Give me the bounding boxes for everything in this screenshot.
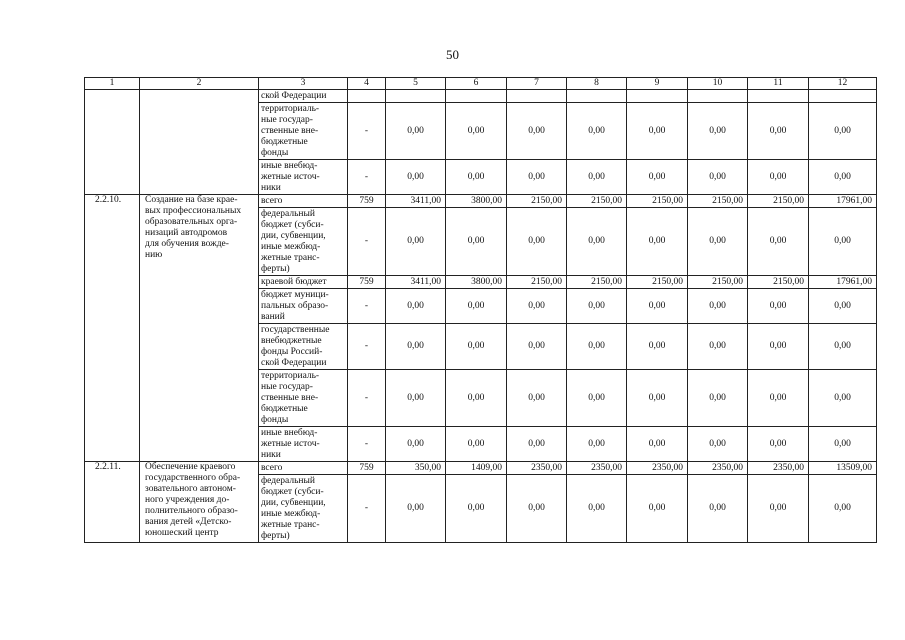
value-cell <box>688 90 748 103</box>
code-cell: 759 <box>348 195 386 208</box>
code-cell: - <box>348 427 386 462</box>
column-header: 7 <box>507 78 567 90</box>
code-cell: - <box>348 475 386 543</box>
code-cell: - <box>348 289 386 324</box>
item-number-cell: 2.2.10. <box>85 195 140 462</box>
value-cell: 2350,00 <box>748 462 809 475</box>
funding-source-cell: всего <box>259 462 348 475</box>
value-cell: 0,00 <box>446 160 507 195</box>
value-cell: 0,00 <box>567 103 627 160</box>
value-cell: 0,00 <box>809 103 877 160</box>
value-cell: 0,00 <box>627 160 688 195</box>
value-cell: 2150,00 <box>748 195 809 208</box>
code-cell: - <box>348 103 386 160</box>
value-cell: 0,00 <box>386 208 446 276</box>
value-cell: 2350,00 <box>627 462 688 475</box>
value-cell: 0,00 <box>507 289 567 324</box>
page-number: 50 <box>446 47 459 62</box>
value-cell: 0,00 <box>446 324 507 370</box>
column-header: 1 <box>85 78 140 90</box>
value-cell: 0,00 <box>567 160 627 195</box>
value-cell: 0,00 <box>446 370 507 427</box>
value-cell: 13509,00 <box>809 462 877 475</box>
value-cell: 2150,00 <box>567 276 627 289</box>
value-cell: 2150,00 <box>507 276 567 289</box>
value-cell: 0,00 <box>507 427 567 462</box>
value-cell: 0,00 <box>446 427 507 462</box>
funding-source-cell: иные внебюд- жетные источ- ники <box>259 427 348 462</box>
value-cell: 0,00 <box>688 208 748 276</box>
funding-source-cell: иные внебюд- жетные источ- ники <box>259 160 348 195</box>
column-header: 11 <box>748 78 809 90</box>
value-cell: 0,00 <box>507 475 567 543</box>
item-name-cell: Обеспечение краевого государственного обра- зовательного автоном- ного учреждения до- полнительного образо- вания детей «Детско- юношеский центр <box>140 462 259 543</box>
value-cell: 2150,00 <box>688 276 748 289</box>
value-cell: 0,00 <box>386 289 446 324</box>
value-cell: 0,00 <box>688 289 748 324</box>
value-cell: 0,00 <box>748 103 809 160</box>
value-cell: 0,00 <box>386 370 446 427</box>
value-cell: 0,00 <box>809 289 877 324</box>
value-cell: 0,00 <box>748 160 809 195</box>
code-cell: - <box>348 160 386 195</box>
funding-source-cell: ской Федерации <box>259 90 348 103</box>
column-header: 2 <box>140 78 259 90</box>
value-cell: 0,00 <box>748 370 809 427</box>
value-cell: 2350,00 <box>567 462 627 475</box>
value-cell: 3411,00 <box>386 195 446 208</box>
value-cell: 0,00 <box>507 103 567 160</box>
value-cell: 0,00 <box>688 370 748 427</box>
funding-source-cell: территориаль- ные государ- ственные вне- бюджетные фонды <box>259 103 348 160</box>
value-cell: 0,00 <box>688 160 748 195</box>
value-cell <box>507 90 567 103</box>
value-cell: 0,00 <box>446 208 507 276</box>
value-cell: 3411,00 <box>386 276 446 289</box>
value-cell: 0,00 <box>386 103 446 160</box>
value-cell: 2150,00 <box>567 195 627 208</box>
value-cell: 1409,00 <box>446 462 507 475</box>
column-header: 10 <box>688 78 748 90</box>
code-cell: 759 <box>348 276 386 289</box>
value-cell <box>627 90 688 103</box>
value-cell <box>809 90 877 103</box>
value-cell: 0,00 <box>567 324 627 370</box>
value-cell: 0,00 <box>627 475 688 543</box>
code-cell: - <box>348 208 386 276</box>
item-name-cell: Создание на базе крае- вых профессиональных образовательных орга- низаций автодромов для обучения вожде- нию <box>140 195 259 462</box>
item-name-cell <box>140 90 259 195</box>
item-number-cell <box>85 90 140 195</box>
value-cell: 0,00 <box>627 370 688 427</box>
item-number-cell: 2.2.11. <box>85 462 140 543</box>
code-cell: - <box>348 370 386 427</box>
value-cell: 0,00 <box>809 208 877 276</box>
value-cell: 0,00 <box>809 160 877 195</box>
column-header: 6 <box>446 78 507 90</box>
value-cell: 0,00 <box>567 289 627 324</box>
funding-source-cell: бюджет муници- пальных образо- ваний <box>259 289 348 324</box>
value-cell: 0,00 <box>567 475 627 543</box>
value-cell: 0,00 <box>627 103 688 160</box>
value-cell: 0,00 <box>386 475 446 543</box>
value-cell: 3800,00 <box>446 195 507 208</box>
funding-source-cell: всего <box>259 195 348 208</box>
value-cell: 2350,00 <box>688 462 748 475</box>
code-cell: - <box>348 324 386 370</box>
value-cell <box>386 90 446 103</box>
value-cell: 0,00 <box>446 289 507 324</box>
column-header: 12 <box>809 78 877 90</box>
code-cell <box>348 90 386 103</box>
value-cell: 0,00 <box>748 208 809 276</box>
value-cell: 0,00 <box>386 324 446 370</box>
column-header: 9 <box>627 78 688 90</box>
funding-source-cell: краевой бюджет <box>259 276 348 289</box>
value-cell <box>567 90 627 103</box>
value-cell: 0,00 <box>688 103 748 160</box>
value-cell: 0,00 <box>748 289 809 324</box>
value-cell: 0,00 <box>567 208 627 276</box>
table-row <box>85 90 877 103</box>
value-cell: 0,00 <box>688 324 748 370</box>
value-cell: 0,00 <box>446 103 507 160</box>
value-cell: 0,00 <box>809 324 877 370</box>
value-cell: 0,00 <box>748 324 809 370</box>
value-cell: 2150,00 <box>748 276 809 289</box>
column-header: 8 <box>567 78 627 90</box>
value-cell: 0,00 <box>627 324 688 370</box>
budget-table <box>84 77 877 543</box>
value-cell: 0,00 <box>627 289 688 324</box>
value-cell: 0,00 <box>809 475 877 543</box>
funding-source-cell: федеральный бюджет (субси- дии, субвенции, иные межбюд- жетные транс- ферты) <box>259 475 348 543</box>
funding-source-cell: государственные внебюджетные фонды Россий- ской Федерации <box>259 324 348 370</box>
code-cell: 759 <box>348 462 386 475</box>
value-cell <box>446 90 507 103</box>
value-cell: 2350,00 <box>507 462 567 475</box>
column-header: 4 <box>348 78 386 90</box>
column-header: 3 <box>259 78 348 90</box>
value-cell: 0,00 <box>446 475 507 543</box>
value-cell: 0,00 <box>507 370 567 427</box>
table-row <box>85 462 877 475</box>
value-cell: 2150,00 <box>627 195 688 208</box>
funding-source-cell: территориаль- ные государ- ственные вне- бюджетные фонды <box>259 370 348 427</box>
value-cell: 0,00 <box>567 427 627 462</box>
value-cell: 0,00 <box>567 370 627 427</box>
value-cell: 17961,00 <box>809 276 877 289</box>
value-cell: 0,00 <box>688 475 748 543</box>
column-header: 5 <box>386 78 446 90</box>
funding-source-cell: федеральный бюджет (субси- дии, субвенции, иные межбюд- жетные транс- ферты) <box>259 208 348 276</box>
value-cell: 0,00 <box>809 427 877 462</box>
value-cell: 17961,00 <box>809 195 877 208</box>
value-cell <box>748 90 809 103</box>
value-cell: 2150,00 <box>627 276 688 289</box>
value-cell: 0,00 <box>627 208 688 276</box>
value-cell: 350,00 <box>386 462 446 475</box>
value-cell: 0,00 <box>748 427 809 462</box>
value-cell: 2150,00 <box>507 195 567 208</box>
value-cell: 0,00 <box>507 208 567 276</box>
value-cell: 3800,00 <box>446 276 507 289</box>
value-cell: 0,00 <box>507 160 567 195</box>
value-cell: 0,00 <box>748 475 809 543</box>
value-cell: 0,00 <box>809 370 877 427</box>
value-cell: 0,00 <box>386 427 446 462</box>
value-cell: 2150,00 <box>688 195 748 208</box>
value-cell: 0,00 <box>507 324 567 370</box>
value-cell: 0,00 <box>627 427 688 462</box>
value-cell: 0,00 <box>386 160 446 195</box>
table-row <box>85 195 877 208</box>
column-header-row <box>85 78 877 90</box>
value-cell: 0,00 <box>688 427 748 462</box>
